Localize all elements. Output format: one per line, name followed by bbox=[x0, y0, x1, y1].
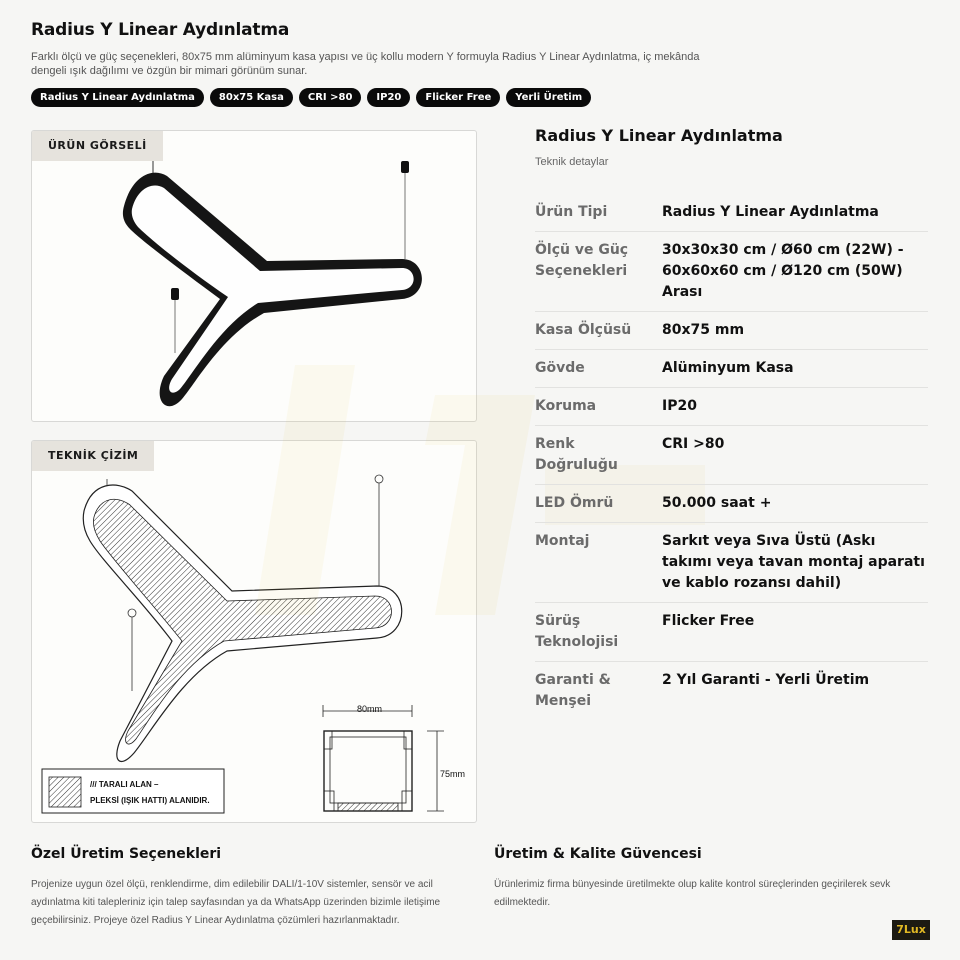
technical-drawing bbox=[32, 441, 477, 823]
height-dimension-label: 75mm bbox=[440, 769, 466, 779]
spec-label: Garanti & Menşei bbox=[535, 672, 611, 709]
spec-label: Koruma bbox=[535, 398, 597, 414]
legend-line-1: /// TARALI ALAN – bbox=[90, 780, 159, 789]
spec-value: CRI >80 bbox=[662, 436, 725, 452]
spec-row bbox=[535, 603, 928, 662]
spec-label: Gövde bbox=[535, 360, 585, 376]
custom-production-body: Projenize uygun özel ölçü, renklendirme, dim edilebilir DALI/1-10V sistemler, sensör ve acil aydınlatma kiti talepleriniz için talep sayfasından ya da WhatsApp üzerinden bizimle iletişime geçebilirsiniz. Projeye özel Radius Y Linear Aydınlatma çözümleri hazırlanmaktadır. bbox=[31, 879, 441, 926]
chip: Flicker Free bbox=[416, 88, 500, 107]
spec-label: LED Ömrü bbox=[535, 495, 614, 511]
spec-row bbox=[535, 232, 928, 312]
chip: Radius Y Linear Aydınlatma bbox=[31, 88, 204, 107]
spec-label: Montaj bbox=[535, 533, 590, 549]
quality-title: Üretim & Kalite Güvencesi bbox=[494, 846, 702, 862]
specs-table bbox=[535, 194, 928, 720]
spec-row bbox=[535, 312, 928, 350]
page-description: Farklı ölçü ve güç seçenekleri, 80x75 mm alüminyum kasa yapısı ve üç kollu modern Y formuyla Radius Y Linear Aydınlatma, iç mekânda dengeli ışık dağılımı ve özgün bir mimari görünüm sunar. bbox=[31, 51, 700, 77]
product-image-card bbox=[31, 130, 477, 422]
spec-row bbox=[535, 523, 928, 603]
brand-logo[interactable]: 7Lux bbox=[892, 920, 930, 940]
spec-row bbox=[535, 388, 928, 426]
spec-value: 50.000 saat + bbox=[662, 495, 772, 511]
spec-value: IP20 bbox=[662, 398, 697, 414]
product-image-tag: ÜRÜN GÖRSELİ bbox=[32, 131, 163, 161]
product-photo bbox=[32, 131, 477, 422]
page-title: Radius Y Linear Aydınlatma bbox=[31, 20, 290, 40]
spec-value: Radius Y Linear Aydınlatma bbox=[662, 204, 879, 220]
spec-value: 30x30x30 cm / Ø60 cm (22W) - 60x60x60 cm / Ø120 cm (50W) Arası bbox=[662, 242, 904, 300]
technical-drawing-card bbox=[31, 440, 477, 823]
chip: 80x75 Kasa bbox=[210, 88, 293, 107]
spec-row bbox=[535, 426, 928, 485]
legend-line-2: PLEKSİ (IŞIK HATTI) ALANIDIR. bbox=[90, 796, 210, 805]
chip: Yerli Üretim bbox=[506, 88, 591, 107]
spec-row bbox=[535, 662, 928, 720]
feature-chips bbox=[31, 88, 591, 107]
spec-label: Ölçü ve Güç Seçenekleri bbox=[535, 242, 629, 279]
spec-value: Sarkıt veya Sıva Üstü (Askı takımı veya tavan montaj aparatı ve kablo rozansı dahil) bbox=[662, 533, 925, 591]
custom-production-title: Özel Üretim Seçenekleri bbox=[31, 846, 222, 862]
spec-label: Kasa Ölçüsü bbox=[535, 322, 632, 338]
spec-row bbox=[535, 350, 928, 388]
quality-body: Ürünlerimiz firma bünyesinde üretilmekte olup kalite kontrol süreçlerinden geçirilerek sevk edilmektedir. bbox=[494, 879, 891, 908]
chip: IP20 bbox=[367, 88, 410, 107]
spec-row bbox=[535, 485, 928, 523]
chip: CRI >80 bbox=[299, 88, 362, 107]
width-dimension-label: 80mm bbox=[357, 704, 383, 714]
spec-row bbox=[535, 194, 928, 232]
spec-label: Ürün Tipi bbox=[535, 204, 608, 220]
specs-subtitle: Teknik detaylar bbox=[535, 156, 609, 168]
spec-value: Flicker Free bbox=[662, 613, 755, 629]
spec-value: Alüminyum Kasa bbox=[662, 360, 794, 376]
spec-value: 2 Yıl Garanti - Yerli Üretim bbox=[662, 672, 870, 688]
specs-title: Radius Y Linear Aydınlatma bbox=[535, 126, 783, 145]
technical-drawing-tag: TEKNİK ÇİZİM bbox=[32, 441, 154, 471]
spec-label: Renk Doğruluğu bbox=[535, 436, 618, 473]
spec-label: Sürüş Teknolojisi bbox=[535, 613, 619, 650]
spec-value: 80x75 mm bbox=[662, 322, 745, 338]
